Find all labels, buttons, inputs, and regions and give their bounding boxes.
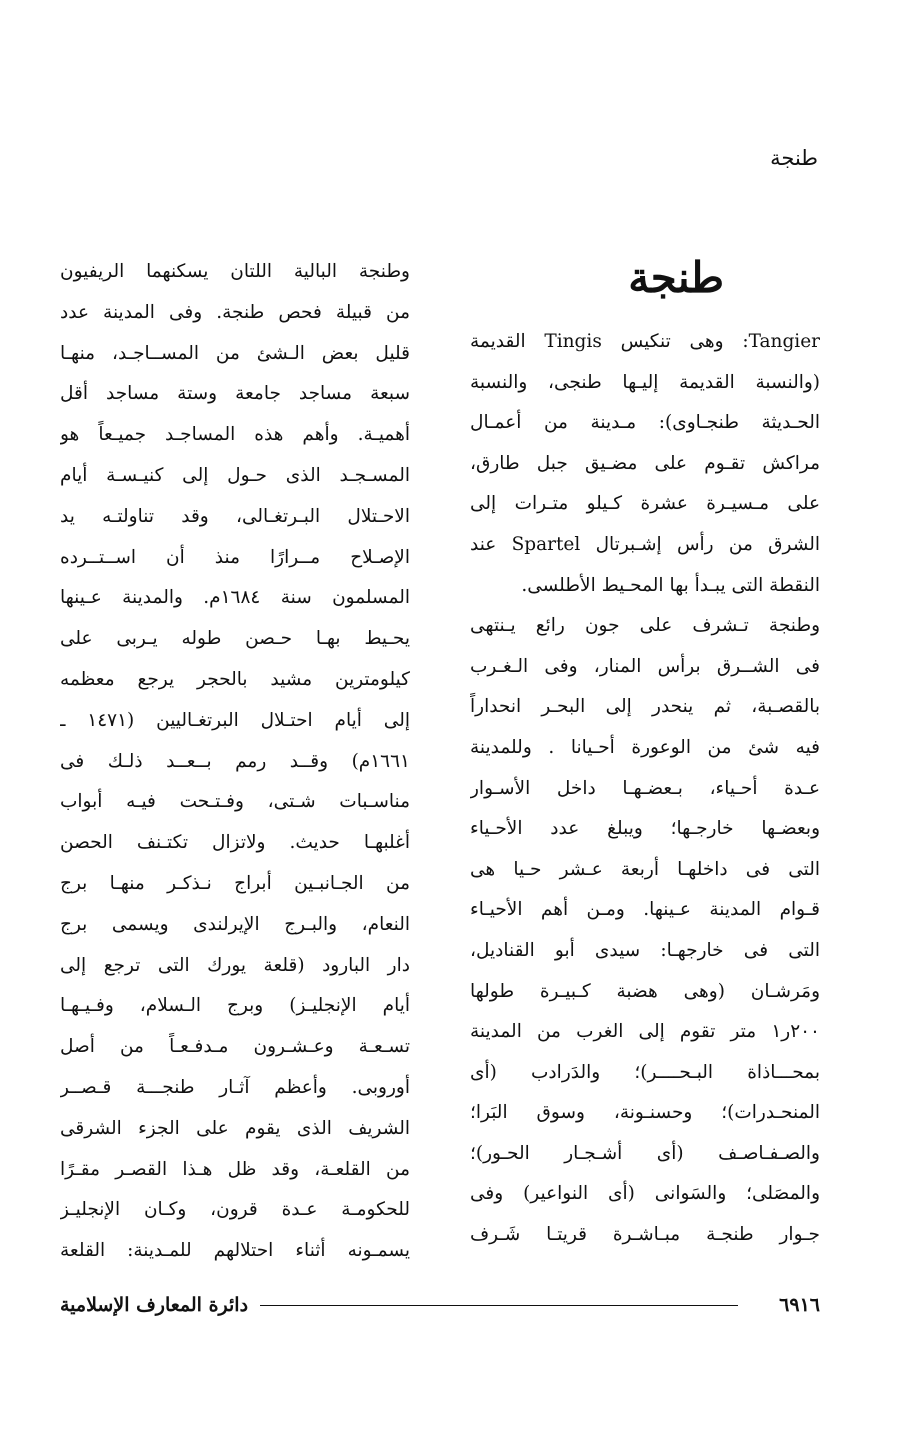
text-line: أوروبى. وأعظم آثـار طنجـــة قـصــر — [60, 1076, 410, 1098]
text-line: على مـسيـرة عشرة كـيلو متـرات إلى — [470, 493, 820, 515]
text-line: المنحـدرات)؛ وحسنـونة، وسوق البَرا؛ — [470, 1102, 820, 1124]
text-line: يسمـونه أثناء احتلالهم للمـدينة: القلعة — [60, 1240, 410, 1262]
text-line: أغلبهـا حديث. ولاتزال تكتـنف الحصن — [60, 832, 410, 854]
text-line: المسـجـد الذى حـول إلى كنيـسـة أيام — [60, 464, 410, 486]
text-line: ومَرشـان (وهى هضبة كـبيـرة طولها — [470, 980, 820, 1002]
left-column-text — [60, 252, 410, 1272]
text-line: الشرق من رأس إشـبرتال Spartel عند — [470, 533, 820, 555]
running-header-title: طنجة — [770, 146, 818, 170]
text-line: التى فى داخلهـا أربعة عـشر حـيا هى — [470, 858, 820, 880]
text-line: (والنسبة القديمة إليـها طنجى، والنسبة — [470, 371, 820, 393]
text-line: جـوار طنجـة مبـاشـرة قريتـا شَـرف — [470, 1224, 820, 1246]
text-line: بمحـــاذاة البـحــــر)؛ والدَرادب (أى — [470, 1061, 820, 1083]
text-line: بالقصـبة، ثم ينحدر إلى البحـر انحداراً — [470, 696, 820, 718]
text-line: دار البارود (قلعة يورك التى ترجع إلى — [60, 954, 410, 976]
text-line: الإصـلاح مــرارًا منذ أن اســتــرده — [60, 546, 410, 568]
text-line: إلى أيام احتـلال البرتغـاليين (١٤٧١ ـ — [60, 709, 410, 731]
publication-name: دائرة المعارف الإسلامية — [60, 1294, 249, 1316]
text-line: التى فى خارجهـا: سيدى أبو القناديل، — [470, 939, 820, 961]
text-line: Tangier: وهى تنكيس Tingis القديمة — [470, 331, 820, 352]
text-line: عـدة أحـياء، بـعضـهـا داخل الأسـوار — [470, 777, 820, 799]
text-line: الشريف الذى يقوم على الجزء الشرقى — [60, 1117, 410, 1139]
text-line: سبعة مساجد جامعة وستة مساجد أقل — [60, 383, 410, 405]
text-line: ١٦٦١م) وقــد رمم بــعــد ذلـك فى — [60, 750, 410, 772]
text-line: وطنجة تـشرف على جون رائع يـنتهى — [470, 615, 820, 637]
text-line: فيه شئ من الوعورة أحـيانا . وللمدينة — [470, 736, 820, 758]
text-line: يحـيط بهـا حـصن طوله يـربى على — [60, 628, 410, 650]
text-line: من القلعـة، وقد ظل هـذا القصـر مقـرًا — [60, 1158, 410, 1180]
text-line: من قبيلة فحص طنجة. وفى المدينة عدد — [60, 301, 410, 323]
text-line: وطنجة البالية اللتان يسكنهما الريفيون — [60, 261, 410, 282]
footer-rule — [260, 1305, 738, 1306]
text-line: النعام، والبـرج الإيرلندى ويسمى برج — [60, 913, 410, 935]
text-line: فى الشــرق برأس المنار، وفى الـغـرب — [470, 655, 820, 677]
right-column — [470, 252, 820, 1256]
text-line: والمصَلى؛ والسَوانى (أى النواعير) وفى — [470, 1183, 820, 1205]
text-line: تسـعـة وعـشـرون مـدفـعـاً من أصل — [60, 1036, 410, 1058]
article-title: طنجة — [628, 253, 724, 302]
right-column-text — [470, 322, 820, 1256]
text-line: مراكش تقـوم على مضـيق جبل طارق، — [470, 452, 820, 474]
text-line: قليل بعض الـشئ من المســاجـد، منهـا — [60, 342, 410, 364]
text-line: الاحـتلال البـرتغـالى، وقد تناولتـه يد — [60, 505, 410, 527]
text-line: الحـديثة طنجـاوى): مـدينة من أعمـال — [470, 412, 820, 434]
text-line: وبعضـها خارجـها؛ ويبلغ عدد الأحـياء — [470, 818, 820, 840]
text-line: قـوام المدينة عـينها. ومـن أهم الأحيـاء — [470, 899, 820, 921]
text-line: أهميـة. وأهم هذه المساجـد جميـعاً هو — [60, 424, 410, 446]
text-line: أيام الإنجليـز) وبرج الـسلام، وفـيـهـا — [60, 995, 410, 1017]
text-line: ٢٠٠ر١ متر تقوم إلى الغرب من المدينة — [470, 1021, 820, 1043]
left-column — [60, 252, 410, 1272]
text-line: المسلمون سنة ١٦٨٤م. والمدينة عـينها — [60, 587, 410, 609]
text-line: النقطة التى يبـدأ بها المحـيط الأطلسى. — [521, 574, 820, 596]
text-line: من الجـانبـين أبراج نـذكـر منهـا برج — [60, 872, 410, 894]
text-line: مناسـبات شـتى، وفـتـحت فيـه أبواب — [60, 791, 410, 813]
text-line: والصـفـاصـف (أى أشـجـار الحـور)؛ — [470, 1142, 820, 1164]
text-line: للحكومـة عـدة قرون، وكـان الإنجليـز — [60, 1199, 410, 1221]
text-line: كيلومترين مشيد بالحجر يرجع معظمه — [60, 668, 410, 690]
page-footer — [60, 1290, 820, 1320]
page-number: ٦٩١٦ — [779, 1294, 820, 1316]
